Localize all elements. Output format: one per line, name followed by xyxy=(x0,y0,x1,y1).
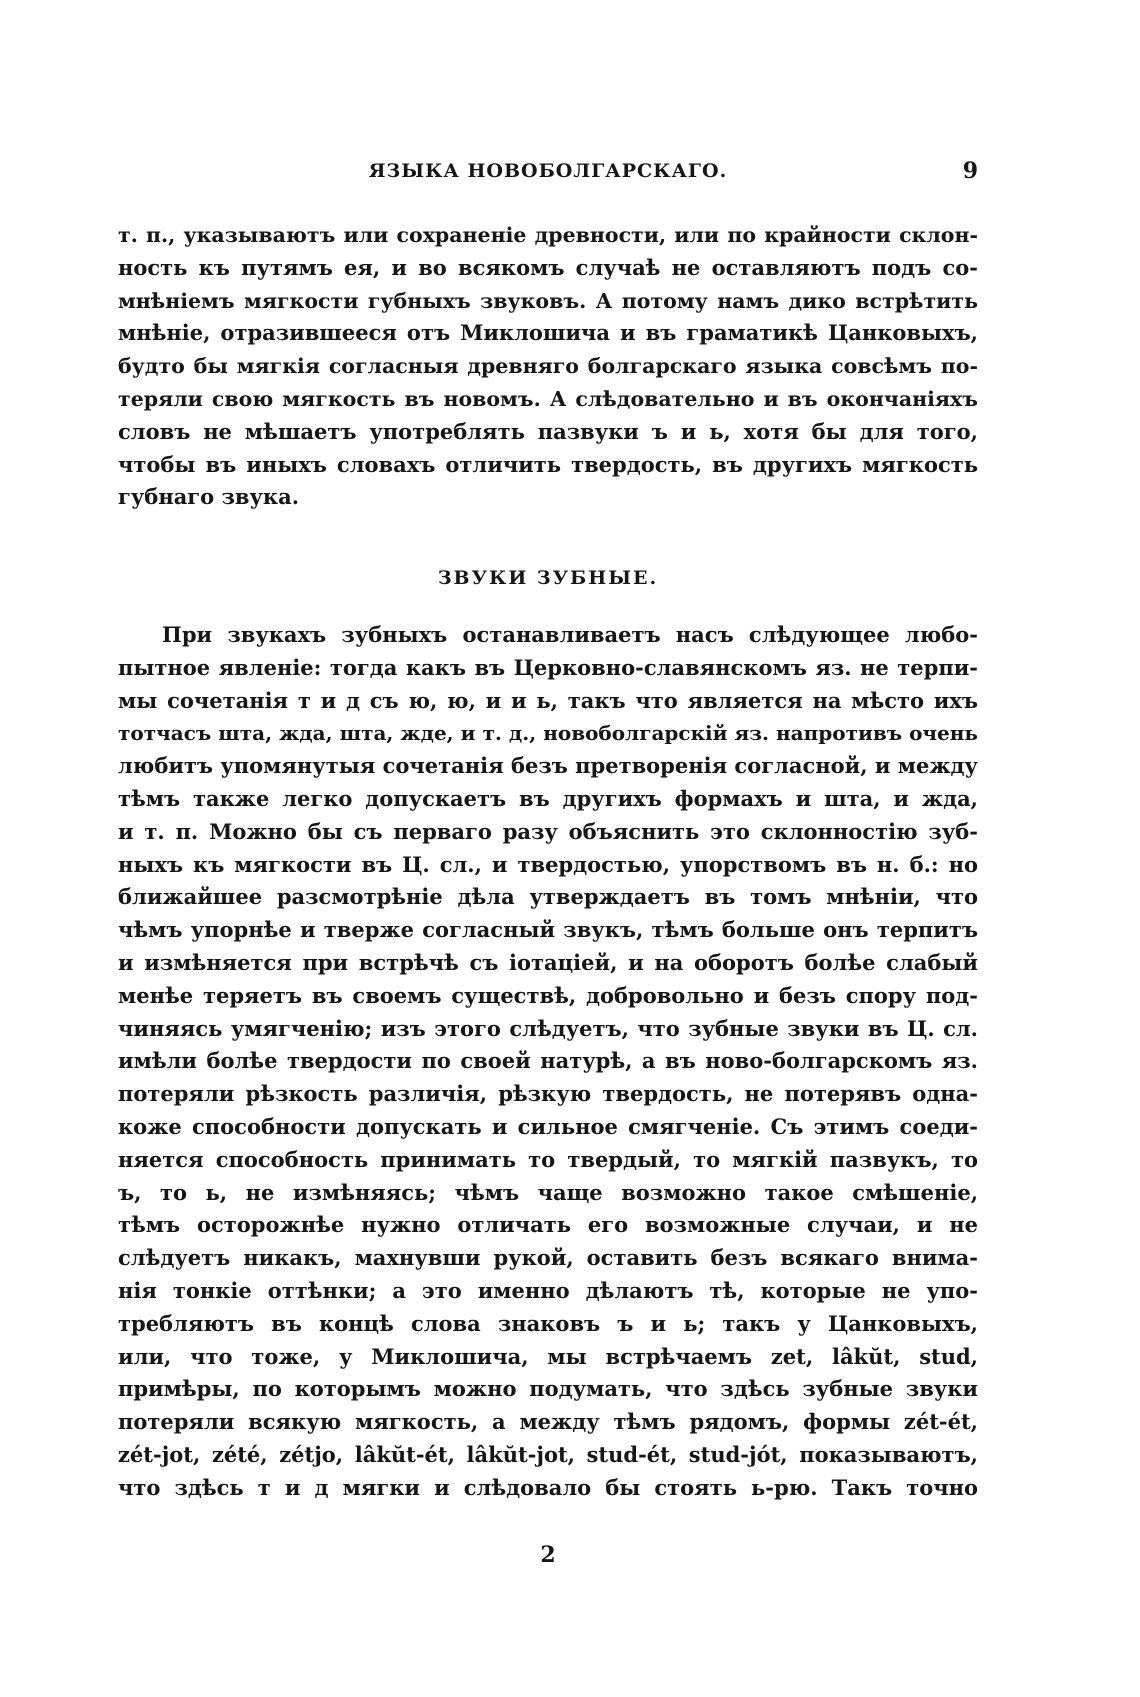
text-line: губнаго звука. xyxy=(118,484,300,510)
text-line: требляютъ въ концѣ слова знаковъ ъ и ь; такъ у Цанковыхъ, xyxy=(118,1310,978,1336)
signature-mark: 2 xyxy=(540,1542,556,1568)
section-heading: ЗВУКИ ЗУБНЫЕ. xyxy=(437,567,659,589)
text-line: чиняясь умягченію; изъ этого слѣдуетъ, что зубные звуки въ Ц. сл. xyxy=(118,1015,978,1041)
text-line: потеряли всякую мягкость, а между тѣмъ рядомъ, формы zét-ét, xyxy=(118,1409,978,1435)
text-line: слѣдуетъ никакъ, махнувши рукой, оставить безъ всякаго внима- xyxy=(118,1245,978,1271)
text-line: чтобы въ иныхъ словахъ отличить твердость, въ другихъ мягкость xyxy=(118,451,978,477)
text-line: тѣмъ также легко допускаетъ въ другихъ формахъ и шта, и жда, xyxy=(118,785,978,811)
text-line: ближайшее разсмотрѣніе дѣла утверждаетъ въ томъ мнѣніи, что xyxy=(118,884,978,910)
text-line: или, что тоже, у Миклошича, мы встрѣчаемъ zet, lâkŭt, stud, xyxy=(118,1343,978,1369)
running-header xyxy=(118,156,978,186)
text-line: и т. п. Можно бы съ перваго разу объяснить это склонностію зуб- xyxy=(118,818,978,844)
text-line: тотчасъ шта, жда, шта, жде, и т. д., новоболгарскій яз. напротивъ очень xyxy=(118,721,978,746)
text-line: zét-jot, zété, zétjo, lâkŭt-ét, lâkŭt-jot, stud-ét, stud-jót, показываютъ, xyxy=(118,1441,978,1467)
text-line: няется способность принимать то твердый, то мягкій пазвукъ, то xyxy=(118,1146,978,1172)
text-line: примѣры, по которымъ можно подумать, что здѣсь зубные звуки xyxy=(118,1376,978,1402)
text-line: любитъ упомянутыя сочетанія безъ претворенія согласной, и между xyxy=(118,753,978,779)
text-line: и измѣняется при встрѣчѣ съ іотаціей, и на оборотъ болѣе слабый xyxy=(118,949,978,975)
text-line: нія тонкіе оттѣнки; а это именно дѣлаютъ тѣ, которые не упо- xyxy=(118,1277,978,1303)
text-line: теряли свою мягкость въ новомъ. А слѣдовательно и въ окончаніяхъ xyxy=(118,386,978,411)
text-line: мы сочетанія т и д съ ю, ю, и и ь, такъ что является на мѣсто ихъ xyxy=(118,687,978,713)
paragraph-continuation xyxy=(118,219,978,514)
text-line: тѣмъ осторожнѣе нужно отличать его возможные случаи, и не xyxy=(118,1212,978,1238)
paragraph-dental-sounds xyxy=(118,619,978,1505)
text-line: чѣмъ упорнѣе и тверже согласный звукъ, тѣмъ больше онъ терпитъ xyxy=(118,917,978,943)
text-line: будто бы мягкія согласныя древняго болгарскаго языка совсѣмъ по- xyxy=(118,354,978,379)
text-line: что здѣсь т и д мягки и слѣдовало бы стоять ь-рю. Такъ точно xyxy=(118,1474,978,1500)
text-line: мнѣніе, отразившееся отъ Миклошича и въ граматикѣ Цанковыхъ, xyxy=(118,320,978,346)
text-line: менѣе теряетъ въ своемъ существѣ, добровольно и безъ спору под- xyxy=(118,982,978,1008)
text-line: потеряли рѣзкость различія, рѣзкую твердость, не потерявъ одна- xyxy=(118,1081,978,1107)
text-line: имѣли болѣе твердости по своей натурѣ, а въ ново-болгарскомъ яз. xyxy=(118,1048,978,1074)
text-line: ъ, то ь, не измѣняясь; чѣмъ чаще возможно такое смѣшеніе, xyxy=(118,1179,978,1205)
text-line: словъ не мѣшаетъ употреблять пазвуки ъ и ь, хотя бы для того, xyxy=(118,418,978,444)
running-title: ЯЗЫКА НОВОБОЛГАРСКАГО. xyxy=(368,160,728,182)
text-line: ныхъ къ мягкости въ Ц. сл., и твердостью, упорствомъ въ н. б.: но xyxy=(118,851,978,877)
text-line: т. п., указываютъ или сохраненіе древности, или по крайности склон- xyxy=(118,223,978,247)
text-line: пытное явленіе: тогда какъ въ Церковно-славянскомъ яз. не терпи- xyxy=(118,654,978,680)
page-number: 9 xyxy=(962,158,978,184)
text-line: ность къ путямъ ея, и во всякомъ случаѣ не оставляютъ подъ со- xyxy=(118,254,978,280)
text-line: При звукахъ зубныхъ останавливаетъ насъ слѣдующее любо- xyxy=(162,622,978,647)
text-line: мнѣніемъ мягкости губныхъ звуковъ. А потому намъ дико встрѣтить xyxy=(118,288,978,313)
text-line: коже способности допускать и сильное смягченіе. Съ этимъ соеди- xyxy=(118,1113,978,1139)
